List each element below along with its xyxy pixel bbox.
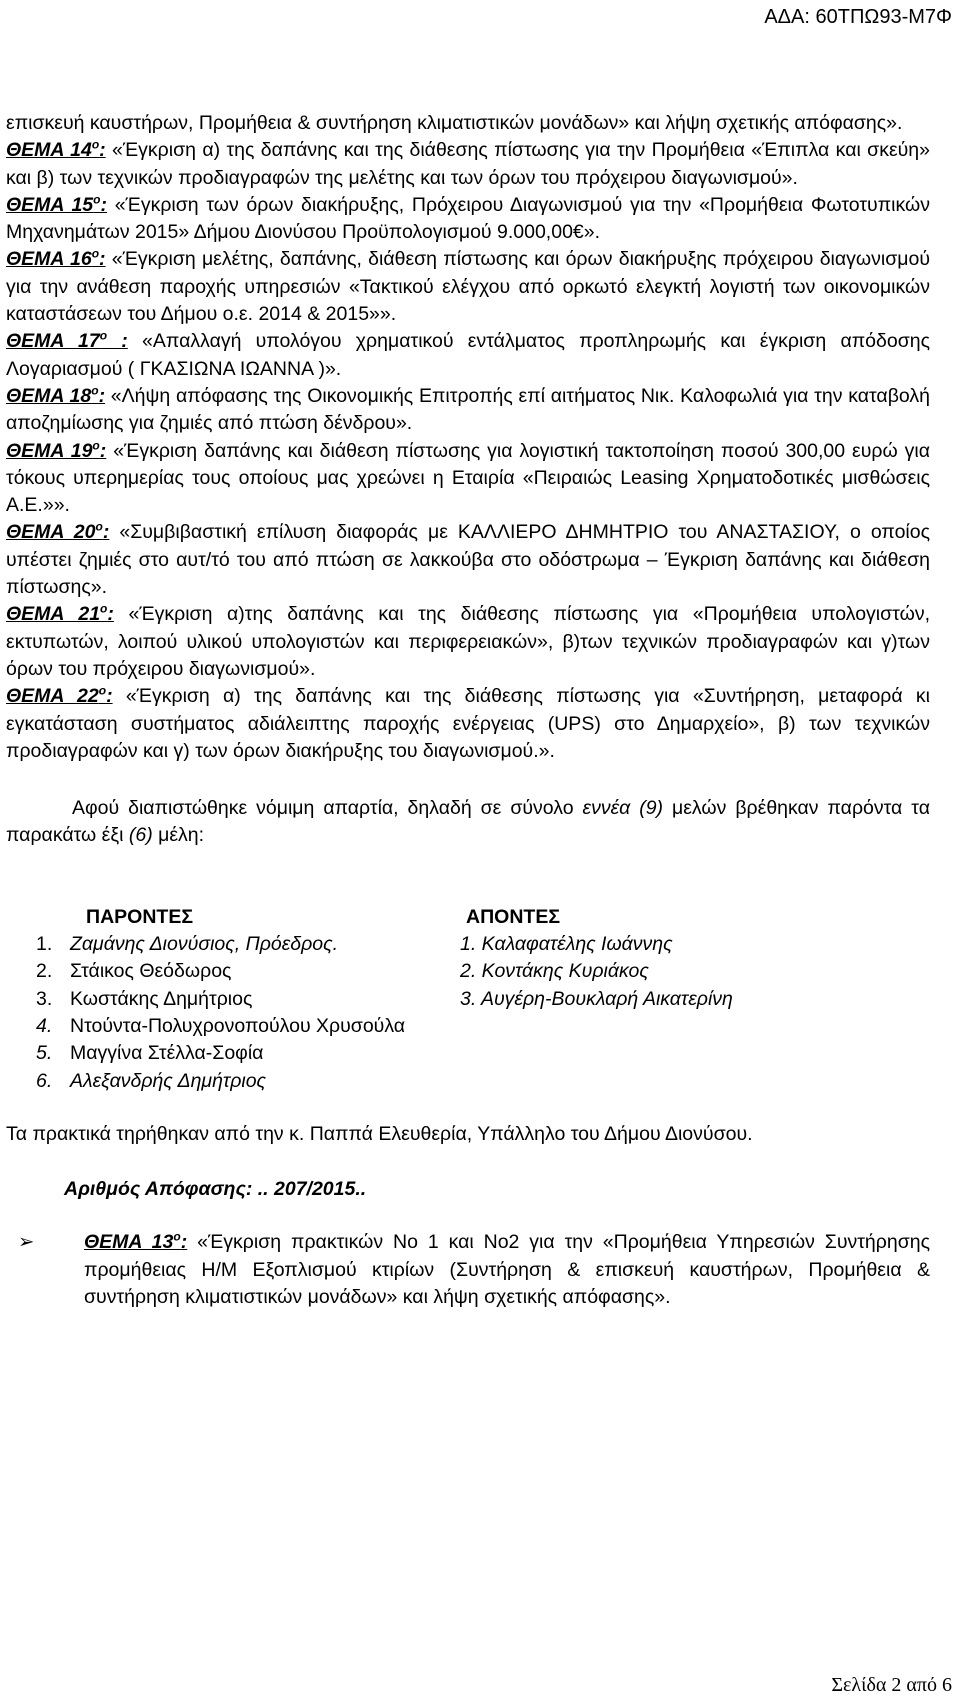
ada-code: ΑΔΑ: 60ΤΠΩ93-Μ7Φ [764, 6, 952, 28]
topic-text: «Λήψη απόφασης της Οικονομικής Επιτροπής επί αιτήματος Νικ. Καλοφωλιά για την καταβολή αποζημίωσης για ζημιές από πτώση δένδρου». [6, 384, 930, 435]
present-member: 6. Αλεξανδρής Δημήτριος [36, 1069, 267, 1092]
topic-paragraph [6, 601, 930, 683]
quorum-present-count: (6) [128, 824, 153, 847]
present-title: ΠΑΡΟΝΤΕΣ [86, 905, 194, 928]
present-member: 3. Κωστάκης Δημήτριος [36, 987, 253, 1010]
topic-paragraph [6, 519, 930, 601]
topic-paragraph [6, 137, 930, 192]
intro-tail: επισκευή καυστήρων, Προμήθεια & συντήρηση κλιματιστικών μονάδων» και λήψη σχετικής απόφασης». [6, 112, 903, 134]
topic-label: ΘΕΜΑ $18^o$: [6, 383, 106, 407]
quorum-total: εννέα (9) [582, 797, 664, 820]
topic-text: «Έγκριση α)της δαπάνης και της διάθεσης πίστωσης για «Προμήθεια υπολογιστών, εκτυπωτών, λοιπού υλικού υπολογιστών και περιφερειακών», β)των τεχνικών προδιαγραφών και γ)των όρων του πρόχειρου διαγωνισμού». [6, 603, 930, 680]
quorum-before: Αφού διαπιστώθηκε νόμιμη απαρτία, δηλαδή σε σύνολο [72, 797, 583, 820]
topic-label: ΘΕΜΑ $22^o$: [6, 683, 113, 708]
arrow-bullet-icon: ➢ [18, 1231, 35, 1254]
topic-text: «Έγκριση α) της δαπάνης και της διάθεσης πίστωσης για «Συντήρηση, μεταφορά κι εγκατάσταση συστήματος αδιάλειπτης παροχής ενέργειας (UPS) στο Δημαρχείο», β) των τεχνικών προδιαγραφών και γ) των όρων διακήρυξης του διαγωνισμού.». [6, 685, 930, 762]
quorum-after: μέλη: [152, 824, 205, 847]
topic-paragraph [6, 328, 930, 383]
topic-paragraph [6, 192, 930, 247]
present-list [6, 931, 436, 1095]
present-member: 4. Ντούντα-Πολυχρονοπούλου Χρυσούλα [36, 1014, 406, 1037]
absent-column [436, 904, 926, 1095]
present-member: 2. Στάικος Θεόδωρος [36, 960, 232, 983]
topic-text: «Έγκριση δαπάνης και διάθεση πίστωσης για λογιστική τακτοποίηση ποσού 300,00 ευρώ για τόκους υπερημερίας τους οποίους μας χρεώνει η Εταιρία «Πειραιώς Leasing Χρηματοδοτικές μισθώσεις Α.Ε.»». [6, 439, 930, 517]
topic-paragraph [6, 683, 930, 765]
topic-label: ΘΕΜΑ $17^o$ : [6, 328, 128, 353]
present-member: 1. Ζαμάνης Διονύσιος, Πρόεδρος. [36, 933, 339, 956]
topic-13-label: ΘΕΜΑ $13^o$: [84, 1229, 188, 1254]
topic-text: «Έγκριση α) της δαπάνης και της διάθεσης πίστωσης για την Προμήθεια «Έπιπλα και σκεύη» και β) των τεχνικών προδιαγραφών της μελέτης και των όρων του πρόχειρου διαγωνισμού». [6, 139, 930, 189]
topic-paragraph [6, 383, 930, 438]
topic-13-text: ΘΕΜΑ $13^o$: «Έγκριση πρακτικών Νο 1 και Νο2 για την «Προμήθεια Υπηρεσιών Συντήρησης προμήθειας Η/Μ Εξοπλισμού κτιρίων (Συντήρηση & επισκευή καυστήρων, Προμήθεια & συντήρηση κλιματιστικών μονάδων» και λήψη σχετικής απόφασης». [84, 1229, 930, 1308]
topic-paragraph [6, 246, 930, 328]
minutes-note: Τα πρακτικά τηρήθηκαν από την κ. Παππά Ελευθερία, Υπάλληλο του Δήμου Διονύσου. [6, 1122, 753, 1145]
absent-list [436, 931, 926, 1013]
attendance-table [6, 904, 930, 1095]
absent-member: 2. Κοντάκης Κυριάκος [460, 960, 649, 983]
absent-member: 1. Καλαφατέλης Ιωάννης [460, 933, 673, 956]
topic-text: «Έγκριση μελέτης, δαπάνης, διάθεση πίστωσης και όρων διακήρυξης πρόχειρου διαγωνισμού για την ανάθεση παροχής υπηρεσιών «Τακτικού ελέγχου από ορκωτό ελεγκτή λογιστή των οικονομικών καταστάσεων του Δήμου ο.ε. 2014 & 2015»». [6, 248, 930, 326]
topic-label: ΘΕΜΑ $15^o$: [6, 192, 107, 216]
topic-label: ΘΕΜΑ $21^o$: [6, 601, 114, 626]
decision-number: Αριθμός Απόφασης: .. 207/2015.. [64, 1178, 367, 1201]
present-member: 5. Μαγγίνα Στέλλα-Σοφία [36, 1042, 264, 1065]
quorum-paragraph [6, 795, 930, 850]
document-body [6, 110, 930, 1311]
absent-title: ΑΠΟΝΤΕΣ [466, 905, 561, 928]
quorum-middle: μελών βρέθηκαν παρόντα τα παρακάτω έξι [6, 797, 930, 847]
topic-paragraph [6, 438, 930, 520]
page-number: Σελίδα 2 από 6 [831, 1674, 952, 1696]
present-column [6, 904, 436, 1095]
topic-text: «Συμβιβαστική επίλυση διαφοράς με ΚΑΛΛΙΕΡΟ ΔΗΜΗΤΡΙΟ του ΑΝΑΣΤΑΣΙΟΥ, ο οποίος υπέστει ζημιές στο αυτ/τό του από πτώση σε λακκούβα στο οδόστρωμα – Έγκριση δαπάνης και διάθεση πίστωσης». [6, 521, 930, 599]
topic-label: ΘΕΜΑ $14^o$: [6, 137, 106, 162]
topic-label: ΘΕΜΑ $16^o$: [6, 246, 106, 271]
topic-text: «Απαλλαγή υπολόγου χρηματικού εντάλματος προπληρωμής και έγκριση απόδοσης Λογαριασμού ( ΓΚΑΣΙΩΝΑ ΙΩΑΝΝΑ )». [6, 330, 930, 380]
topic-label: ΘΕΜΑ $20^o$: [6, 519, 110, 544]
topic-13-item [6, 1229, 930, 1311]
topic-list [6, 137, 930, 765]
absent-member: 3. Αυγέρη-Βουκλαρή Αικατερίνη [460, 987, 733, 1010]
topic-text: «Έγκριση των όρων διακήρυξης, Πρόχειρου Διαγωνισμού για την «Προμήθεια Φωτοτυπικών Μηχανημάτων 2015» Δήμου Διονύσου Προϋπολογισμού 9.000,00€». [6, 193, 930, 244]
topic-label: ΘΕΜΑ $19^o$: [6, 438, 107, 462]
